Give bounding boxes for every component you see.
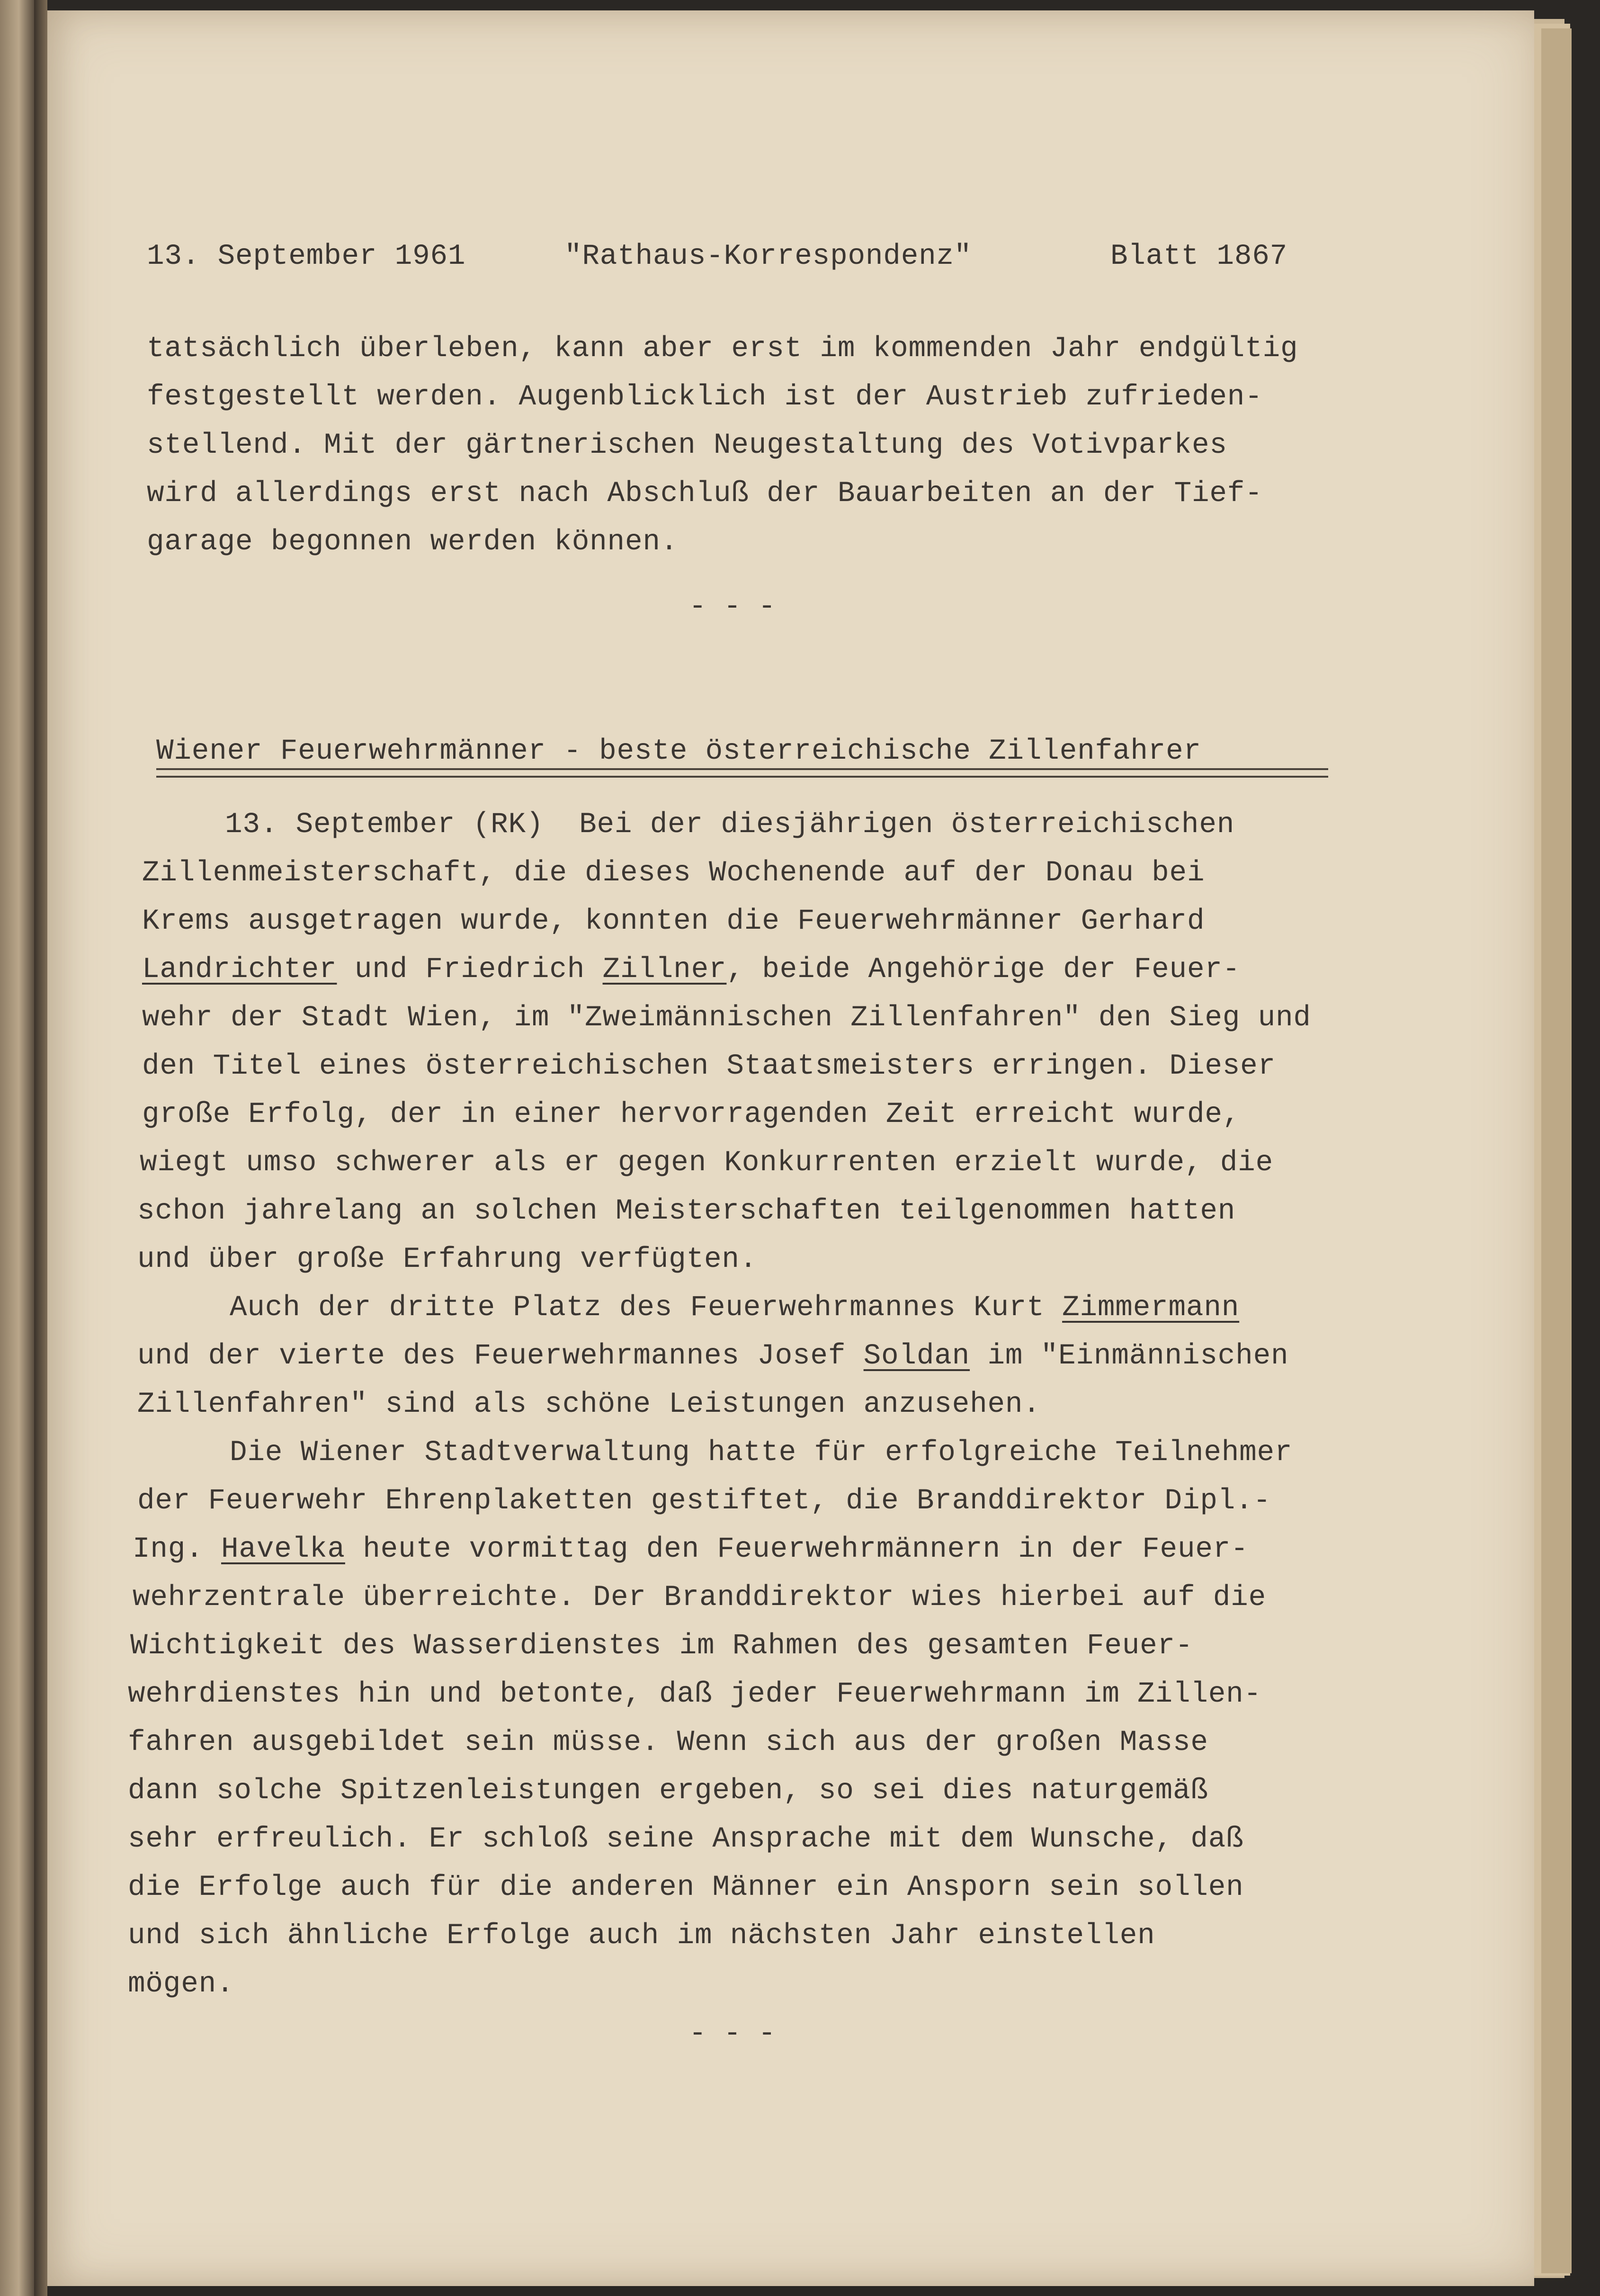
header-sheet-number: Blatt 1867 — [1110, 240, 1288, 273]
article-line: dann solche Spitzenleistungen ergeben, so sei dies naturgemäß — [128, 1775, 1208, 1807]
article-line: große Erfolg, der in einer hervorragenden Zeit erreicht wurde, — [142, 1098, 1241, 1131]
header-date: 13. September 1961 — [147, 240, 466, 273]
article-line: sehr erfreulich. Er schloß seine Ansprache mit dem Wunsche, daß — [128, 1823, 1244, 1856]
line-text: , beide Angehörige der Feuer- — [726, 953, 1241, 986]
line-text: und Friedrich — [337, 953, 603, 986]
article-line: Zillenfahren" sind als schöne Leistungen anzusehen. — [137, 1388, 1041, 1421]
continuation-line: wird allerdings erst nach Abschluß der Bauarbeiten an der Tief- — [147, 477, 1263, 510]
article-line: Krems ausgetragen wurde, konnten die Feuerwehrmänner Gerhard — [142, 905, 1205, 938]
article-line: die Erfolge auch für die anderen Männer ein Ansporn sein sollen — [128, 1871, 1244, 1904]
page-stack-edge — [1541, 28, 1572, 2273]
continuation-line: garage begonnen werden können. — [147, 526, 679, 558]
underlined-name: Zillner — [602, 953, 727, 986]
underlined-name: Havelka — [221, 1533, 345, 1566]
article-line — [137, 1340, 1288, 1373]
article-line — [133, 1533, 1249, 1566]
line-text: und der vierte des Feuerwehrmannes Josef — [137, 1340, 864, 1372]
line-text: im "Einmännischen — [970, 1340, 1289, 1372]
underlined-name: Landrichter — [142, 953, 337, 986]
article-line: wehr der Stadt Wien, im "Zweimännischen Zillenfahren" den Sieg und — [142, 1002, 1311, 1034]
line-text: Ing. — [133, 1533, 222, 1566]
article-line: Die Wiener Stadtverwaltung hatte für erfolgreiche Teilnehmer — [230, 1436, 1293, 1469]
title-double-underline — [156, 768, 1328, 778]
article-line: Zillenmeisterschaft, die dieses Wochenende auf der Donau bei — [142, 857, 1205, 889]
article-line: wiegt umso schwerer als er gegen Konkurrenten erzielt wurde, die — [140, 1147, 1273, 1179]
article-line: mögen. — [128, 1968, 234, 2000]
article-line: der Feuerwehr Ehrenplaketten gestiftet, die Branddirektor Dipl.- — [137, 1485, 1271, 1517]
article-line: 13. September (RK) Bei der diesjährigen österreichischen — [225, 808, 1235, 841]
book-gutter — [34, 0, 47, 2296]
left-page-edge — [0, 0, 34, 2296]
article-line: fahren ausgebildet sein müsse. Wenn sich aus der großen Masse — [128, 1726, 1208, 1759]
continuation-line: festgestellt werden. Augenblicklich ist der Austrieb zufrieden- — [147, 381, 1263, 413]
article-line: wehrdienstes hin und betonte, daß jeder Feuerwehrmann im Zillen- — [128, 1678, 1261, 1711]
continuation-line: stellend. Mit der gärtnerischen Neugestaltung des Votivparkes — [147, 429, 1227, 462]
article-line: Wichtigkeit des Wasserdienstes im Rahmen des gesamten Feuer- — [130, 1630, 1193, 1662]
header-publication: "Rathaus-Korrespondenz" — [564, 240, 972, 273]
underlined-name: Soldan — [863, 1340, 970, 1372]
line-text: heute vormittag den Feuerwehrmännern in der Feuer- — [345, 1533, 1249, 1566]
continuation-line: tatsächlich überleben, kann aber erst im kommenden Jahr endgültig — [147, 332, 1298, 365]
article-line: wehrzentrale überreichte. Der Branddirektor wies hierbei auf die — [133, 1581, 1266, 1614]
article-title: Wiener Feuerwehrmänner - beste österreichische Zillenfahrer — [156, 735, 1201, 768]
article-line: den Titel eines österreichischen Staatsmeisters erringen. Dieser — [142, 1050, 1276, 1083]
article-line — [142, 953, 1240, 987]
section-separator: - - - — [689, 2018, 776, 2050]
underlined-name: Zimmermann — [1062, 1292, 1240, 1324]
typewritten-page — [47, 10, 1534, 2286]
article-line: und sich ähnliche Erfolge auch im nächsten Jahr einstellen — [128, 1919, 1155, 1952]
line-text: Auch der dritte Platz des Feuerwehrmannes Kurt — [230, 1292, 1063, 1324]
article-line — [230, 1292, 1239, 1325]
article-line: und über große Erfahrung verfügten. — [137, 1243, 758, 1276]
section-separator: - - - — [689, 591, 776, 623]
article-line: schon jahrelang an solchen Meisterschaften teilgenommen hatten — [137, 1195, 1236, 1228]
